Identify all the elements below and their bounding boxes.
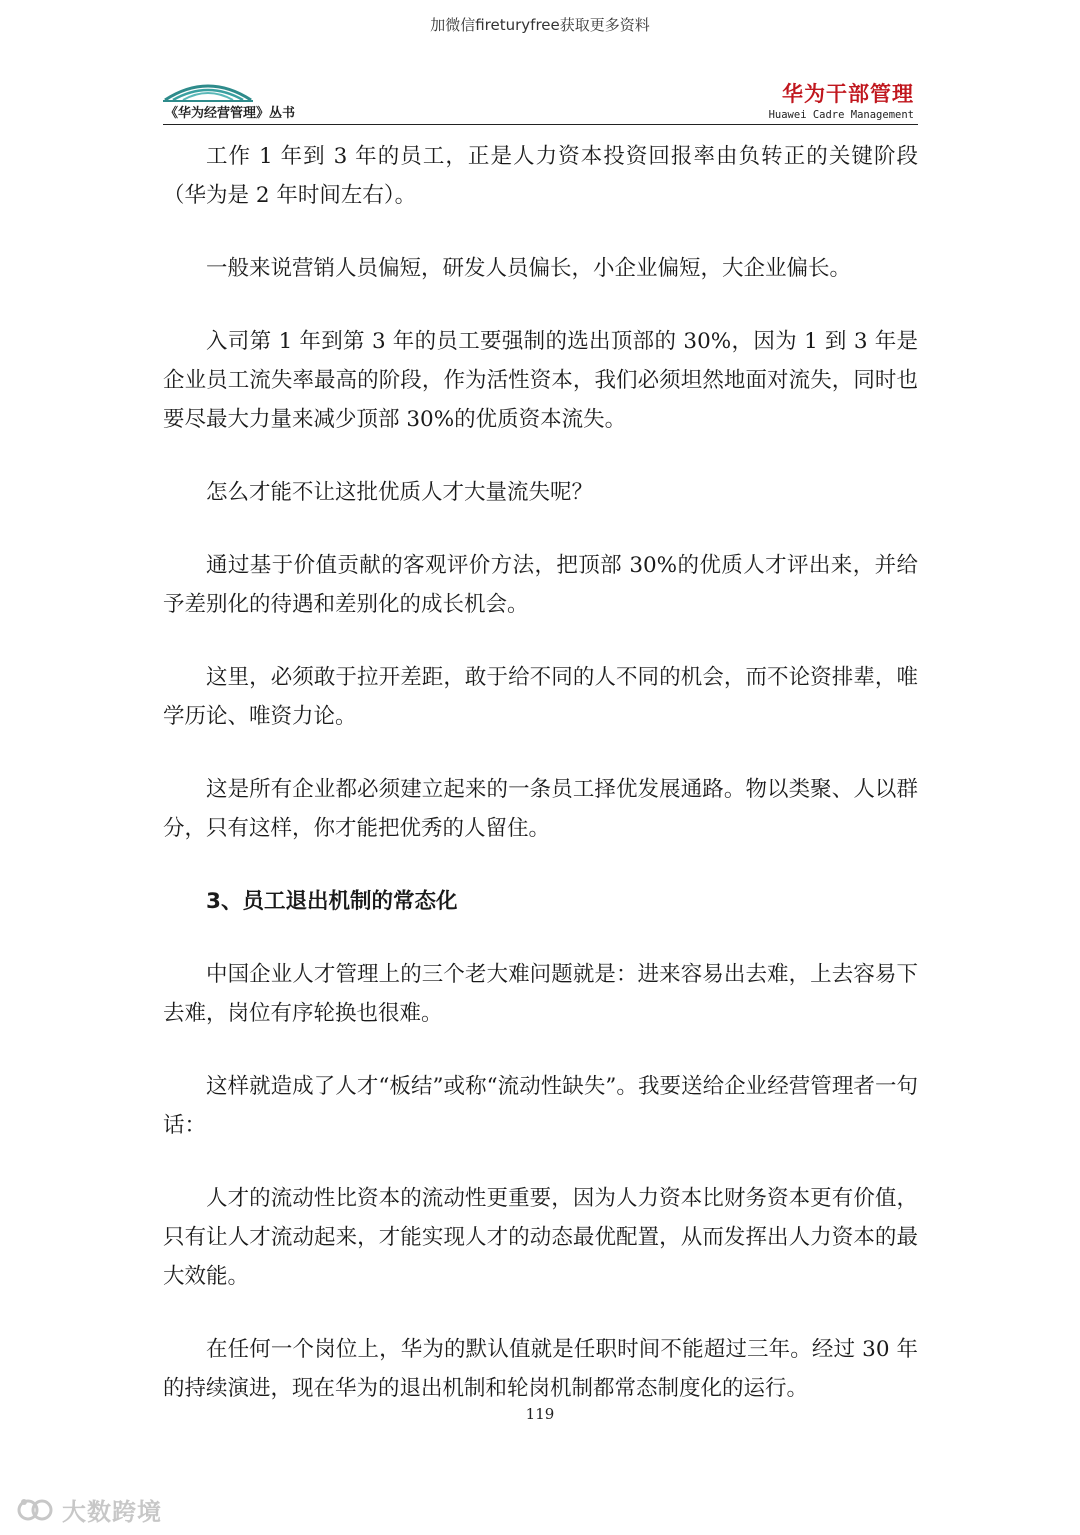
- book-subtitle: Huawei Cadre Management: [768, 109, 914, 121]
- paragraph: 在任何一个岗位上，华为的默认值就是任职时间不能超过三年。经过 30 年的持续演进，现在华为的退出机制和轮岗机制都常态制度化的运行。: [163, 1337, 918, 1401]
- section-heading: 3、员工退出机制的常态化: [206, 889, 458, 914]
- paragraph: 这是所有企业都必须建立起来的一条员工择优发展通路。物以类聚、人以群分，只有这样，你才能把优秀的人留住。: [163, 777, 918, 841]
- watermark: [16, 1492, 162, 1527]
- paragraph: 人才的流动性比资本的流动性更重要，因为人力资本比财务资本更有价值，只有让人才流动起来，才能实现人才的动态最优配置，从而发挥出人力资本的最大效能。: [163, 1186, 918, 1289]
- page-header: [163, 78, 918, 125]
- book-title: 华为干部管理: [782, 82, 914, 106]
- book-logo-icon: [163, 78, 253, 104]
- top-note: 加微信fireturyfree获取更多资料: [430, 16, 650, 34]
- page-number: 119: [525, 1405, 555, 1423]
- paragraph: 一般来说营销人员偏短，研发人员偏长，小企业偏短，大企业偏长。: [206, 256, 852, 281]
- paragraph: 这样就造成了人才“板结”或称“流动性缺失”。我要送给企业经营管理者一句话：: [163, 1074, 918, 1138]
- watermark-logo-icon: [16, 1496, 56, 1524]
- page-body: [163, 137, 918, 1442]
- paragraph: 入司第 1 年到第 3 年的员工要强制的选出顶部的 30%，因为 1 到 3 年是企业员工流失率最高的阶段，作为活性资本，我们必须坦然地面对流失，同时也要尽最大力量来减少顶部 30%的优质资本流失。: [163, 329, 918, 432]
- watermark-text: 大数跨境: [62, 1498, 162, 1526]
- paragraph: 这里，必须敢于拉开差距，敢于给不同的人不同的机会，而不论资排辈，唯学历论、唯资力论。: [163, 665, 918, 729]
- paragraph: 中国企业人才管理上的三个老大难问题就是：进来容易出去难，上去容易下去难，岗位有序轮换也很难。: [163, 962, 918, 1026]
- paragraph: 工作 1 年到 3 年的员工，正是人力资本投资回报率由负转正的关键阶段（华为是 2 年时间左右）。: [163, 144, 918, 208]
- paragraph: 通过基于价值贡献的客观评价方法，把顶部 30%的优质人才评出来，并给予差别化的待遇和差别化的成长机会。: [163, 553, 918, 617]
- paragraph: 怎么才能不让这批优质人才大量流失呢？: [206, 480, 594, 505]
- series-name: 《华为经营管理》丛书: [165, 106, 296, 121]
